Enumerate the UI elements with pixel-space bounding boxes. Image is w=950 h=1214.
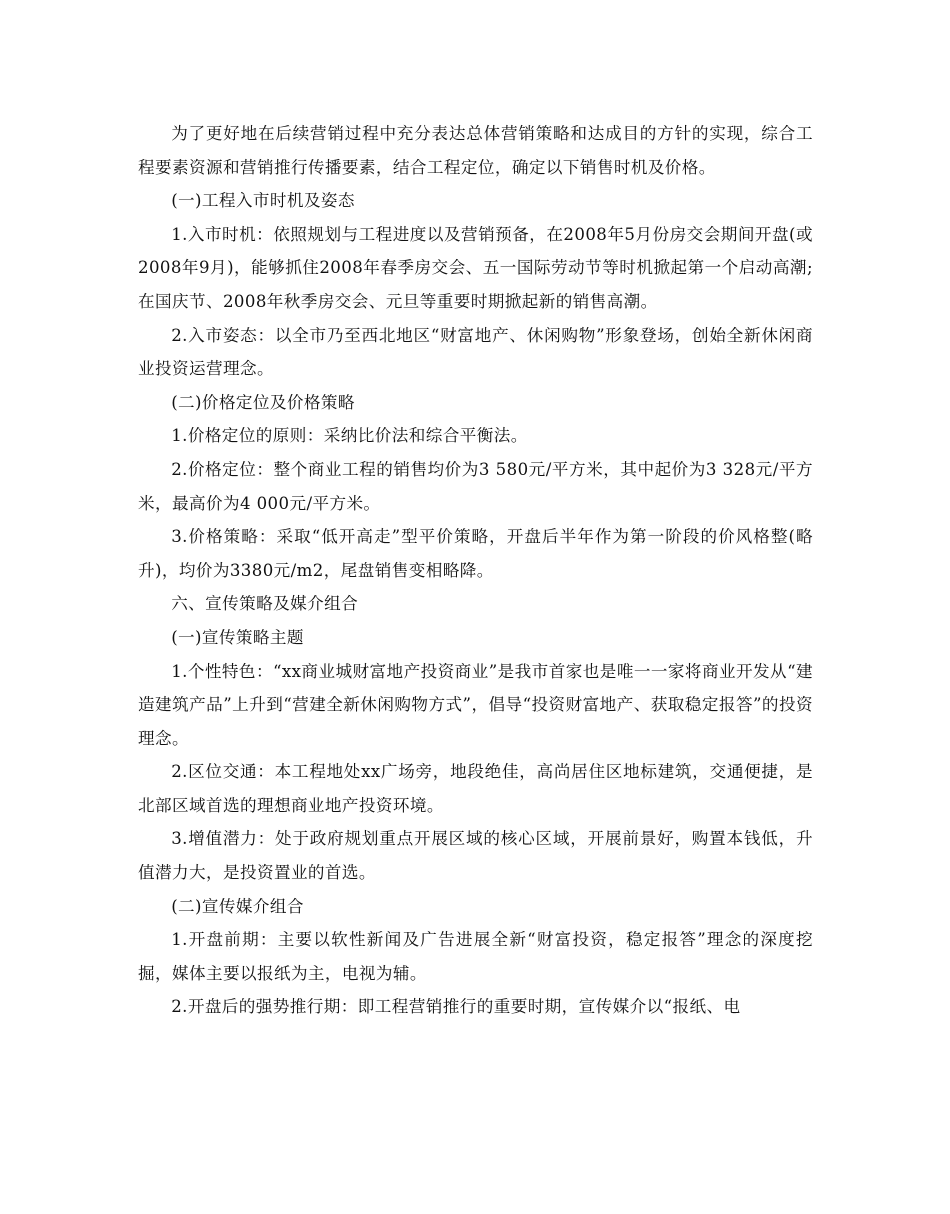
document-body bbox=[138, 117, 813, 1024]
paragraph-intro: 为了更好地在后续营销过程中充分表达总体营销策略和达成目的方针的实现，综合工程要素资源和营销推行传播要素，结合工程定位，确定以下销售时机及价格。 bbox=[138, 124, 813, 177]
heading-media-mix: (二)宣传媒介组合 bbox=[171, 896, 304, 916]
heading-pricing: (二)价格定位及价格策略 bbox=[171, 392, 355, 412]
paragraph-media-postopen: 2.开盘后的强势推行期：即工程营销推行的重要时期，宣传媒介以“报纸、电 bbox=[171, 997, 741, 1017]
paragraph-promo-location: 2.区位交通：本工程地处xx广场旁，地段绝佳，高尚居住区地标建筑，交通便捷，是北部区域首选的理想商业地产投资环境。 bbox=[138, 762, 813, 815]
paragraph-media-preopen: 1.开盘前期：主要以软性新闻及广告进展全新“财富投资，稳定报答”理念的深度挖掘，媒体主要以报纸为主，电视为辅。 bbox=[138, 930, 813, 983]
paragraph-entry-timing: 1.入市时机：依照规划与工程进度以及营销预备，在2008年5月份房交会期间开盘(或2008年9月)，能够抓住2008年春季房交会、五一国际劳动节等时机掀起第一个启动高潮;在国庆节、2008年秋季房交会、元旦等重要时期掀起新的销售高潮。 bbox=[138, 224, 813, 311]
paragraph-pricing-position: 2.价格定位：整个商业工程的销售均价为3 580元/平方米，其中起价为3 328元/平方米，最高价为4 000元/平方米。 bbox=[138, 459, 813, 513]
heading-section-six: 六、宣传策略及媒介组合 bbox=[171, 594, 359, 614]
paragraph-promo-value: 3.增值潜力：处于政府规划重点开展区域的核心区域，开展前景好，购置本钱低，升值潜力大，是投资置业的首选。 bbox=[138, 829, 813, 883]
paragraph-pricing-principle: 1.价格定位的原则：采纳比价法和综合平衡法。 bbox=[171, 426, 528, 446]
heading-promo-theme: (一)宣传策略主题 bbox=[171, 627, 304, 647]
heading-market-entry: (一)工程入市时机及姿态 bbox=[171, 191, 355, 211]
paragraph-promo-feature: 1.个性特色：“xx商业城财富地产投资商业”是我市首家也是唯一一家将商业开发从“建造建筑产品”上升到“营建全新休闲购物方式”，倡导“投资财富地产、获取稳定报答”的投资理念。 bbox=[138, 661, 813, 748]
paragraph-entry-stance: 2.入市姿态：以全市乃至西北地区“财富地产、休闲购物”形象登场，创始全新休闲商业投资运营理念。 bbox=[138, 325, 813, 379]
paragraph-pricing-strategy: 3.价格策略：采取“低开高走”型平价策略，开盘后半年作为第一阶段的价风格整(略升)，均价为3380元/m2，尾盘销售变相略降。 bbox=[138, 527, 813, 580]
